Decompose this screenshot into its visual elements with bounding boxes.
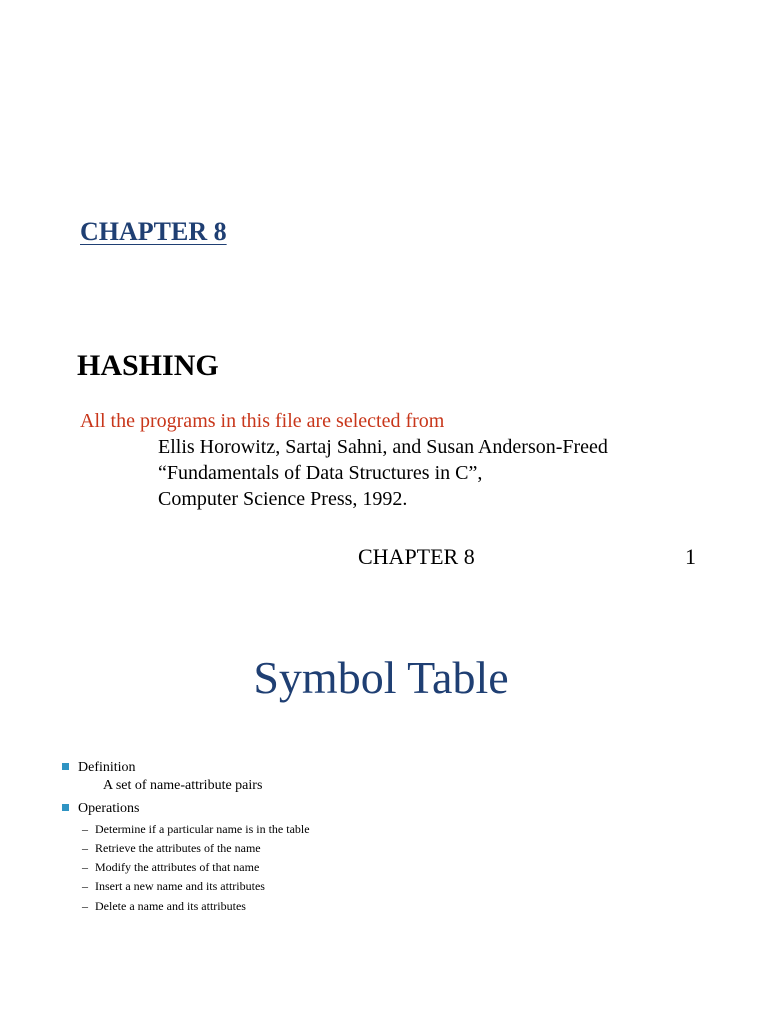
operation-text: Modify the attributes of that name: [95, 860, 260, 874]
square-bullet-icon: [62, 763, 69, 770]
bullet-definition: [62, 759, 136, 777]
source-intro: All the programs in this file are selected from: [80, 410, 445, 432]
dash-bullet-icon: –: [82, 860, 88, 874]
dash-bullet-icon: –: [82, 899, 88, 913]
operation-text: Determine if a particular name is in the table: [95, 822, 310, 836]
bullet-label: Definition: [78, 760, 136, 775]
chapter-title: CHAPTER 8: [80, 217, 227, 246]
dash-bullet-icon: –: [82, 879, 88, 893]
bullet-label: Operations: [78, 801, 140, 816]
citation-authors: Ellis Horowitz, Sartaj Sahni, and Susan Anderson-Freed: [158, 436, 608, 458]
section-title: HASHING: [77, 349, 219, 382]
square-bullet-icon: [62, 804, 69, 811]
page-number: 1: [685, 544, 696, 569]
definition-text: A set of name-attribute pairs: [103, 778, 263, 793]
operation-item: [82, 821, 310, 837]
operation-item: [82, 878, 265, 894]
bullet-operations: [62, 800, 139, 818]
operation-item: [82, 898, 246, 914]
citation-publisher: Computer Science Press, 1992.: [158, 488, 408, 510]
slide-title: Symbol Table: [253, 652, 509, 703]
citation-book-title: “Fundamentals of Data Structures in C”,: [158, 462, 483, 484]
dash-bullet-icon: –: [82, 841, 88, 855]
footer-chapter: CHAPTER 8: [358, 544, 475, 569]
dash-bullet-icon: –: [82, 822, 88, 836]
operation-text: Insert a new name and its attributes: [95, 879, 265, 893]
operation-item: [82, 840, 261, 856]
operation-text: Delete a name and its attributes: [95, 899, 246, 913]
operation-text: Retrieve the attributes of the name: [95, 841, 261, 855]
operation-item: [82, 859, 259, 875]
